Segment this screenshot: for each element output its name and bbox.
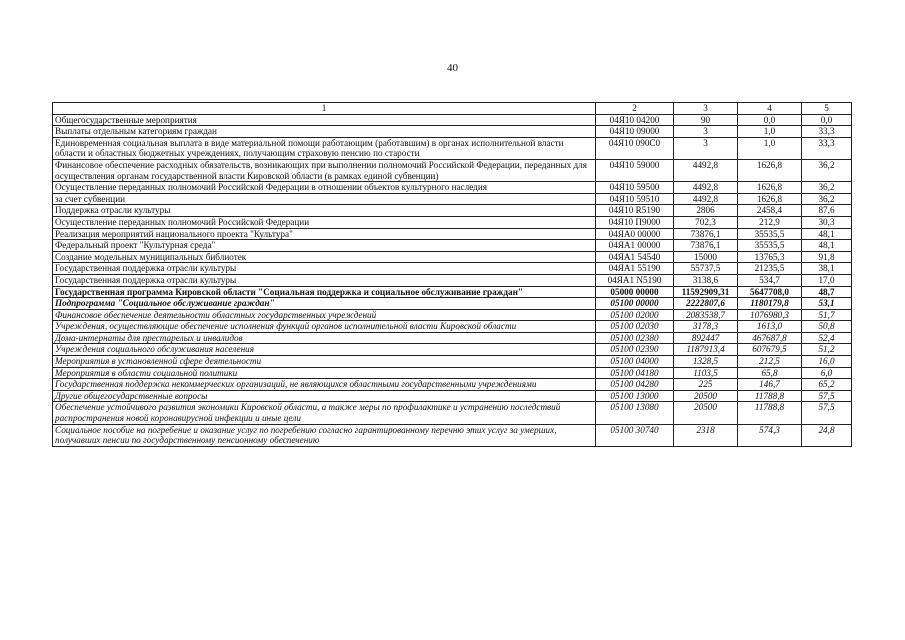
row-name-cell: Финансовое обеспечение расходных обязательств, возникающих при выполнении полномочий Российской Федерации, переданных для осуществления органам государственной власти Кировской области (в рамках единой субвенции): [53, 159, 596, 181]
row-percent-cell: 33,3: [802, 126, 852, 138]
row-percent-cell: 6,0: [802, 367, 852, 379]
table-row: [53, 205, 852, 217]
row-plan-value-cell: 20500: [674, 402, 738, 424]
row-plan-value-cell: 225: [674, 379, 738, 391]
row-actual-value-cell: 21235,5: [738, 263, 802, 275]
row-actual-value-cell: 35535,5: [738, 240, 802, 252]
row-code-cell: 04Я10 П9000: [596, 216, 674, 228]
row-percent-cell: 48,7: [802, 286, 852, 298]
row-plan-value-cell: 892447: [674, 332, 738, 344]
row-actual-value-cell: 534,7: [738, 274, 802, 286]
row-code-cell: 04Я10 04200: [596, 114, 674, 126]
row-name-cell: Государственная поддержка отрасли культуры: [53, 274, 596, 286]
row-actual-value-cell: 574,3: [738, 424, 802, 446]
row-actual-value-cell: 1626,8: [738, 159, 802, 181]
row-code-cell: 04Я10 59000: [596, 159, 674, 181]
row-name-cell: Учреждения, осуществляющие обеспечение исполнения функций органов исполнительной власти Кировской области: [53, 321, 596, 333]
table-row: [53, 356, 852, 368]
row-name-cell: Осуществление переданных полномочий Российской Федерации: [53, 216, 596, 228]
row-actual-value-cell: 1076980,3: [738, 309, 802, 321]
table-row: [53, 390, 852, 402]
table-row: [53, 251, 852, 263]
row-name-cell: Осуществление переданных полномочий Российской Федерации в отношении объектов культурного наследия: [53, 182, 596, 194]
row-percent-cell: 51,2: [802, 344, 852, 356]
row-plan-value-cell: 15000: [674, 251, 738, 263]
column-number-header: 3: [674, 103, 738, 115]
row-code-cell: 04Я10 R5190: [596, 205, 674, 217]
table-row: [53, 126, 852, 138]
row-actual-value-cell: 1,0: [738, 137, 802, 159]
row-percent-cell: 52,4: [802, 332, 852, 344]
row-percent-cell: 17,0: [802, 274, 852, 286]
row-code-cell: 05100 04280: [596, 379, 674, 391]
row-code-cell: 04Я10 59510: [596, 193, 674, 205]
row-percent-cell: 91,8: [802, 251, 852, 263]
table-row: [53, 286, 852, 298]
row-plan-value-cell: 73876,1: [674, 240, 738, 252]
row-percent-cell: 87,6: [802, 205, 852, 217]
row-actual-value-cell: 1,0: [738, 126, 802, 138]
row-percent-cell: 36,2: [802, 159, 852, 181]
row-actual-value-cell: 212,9: [738, 216, 802, 228]
page-number: 40: [447, 62, 458, 74]
table-row: [53, 263, 852, 275]
table-row: [53, 137, 852, 159]
row-code-cell: 04ЯА0 00000: [596, 228, 674, 240]
row-percent-cell: 38,1: [802, 263, 852, 275]
table-row: [53, 159, 852, 181]
table-row: [53, 402, 852, 424]
row-name-cell: Общегосударственные мероприятия: [53, 114, 596, 126]
column-number-header: 5: [802, 103, 852, 115]
budget-table-body: [53, 103, 852, 447]
row-percent-cell: 30,3: [802, 216, 852, 228]
column-number-header: 1: [53, 103, 596, 115]
table-row: [53, 182, 852, 194]
row-code-cell: 05100 04000: [596, 356, 674, 368]
table-row: [53, 114, 852, 126]
column-number-header: 4: [738, 103, 802, 115]
row-actual-value-cell: 212,5: [738, 356, 802, 368]
row-actual-value-cell: 35535,5: [738, 228, 802, 240]
row-percent-cell: 0,0: [802, 114, 852, 126]
row-actual-value-cell: 467687,8: [738, 332, 802, 344]
table-row: [53, 274, 852, 286]
row-actual-value-cell: 13765,3: [738, 251, 802, 263]
row-plan-value-cell: 2083538,7: [674, 309, 738, 321]
row-code-cell: 04Я10 09000: [596, 126, 674, 138]
row-name-cell: Создание модельных муниципальных библиотек: [53, 251, 596, 263]
row-code-cell: 04ЯА1 N5190: [596, 274, 674, 286]
row-name-cell: Социальное пособие на погребение и оказание услуг по погребению согласно гарантированному перечню этих услуг за умерших, получавших пенсии по государственному пенсионному обеспечению: [53, 424, 596, 446]
table-row: [53, 216, 852, 228]
row-name-cell: Обеспечение устойчивого развития экономики Кировской области, а также меры по профилактике и устранению последствий распространения новой коронавирусной инфекции и иные цели: [53, 402, 596, 424]
row-plan-value-cell: 2806: [674, 205, 738, 217]
column-number-header: 2: [596, 103, 674, 115]
row-actual-value-cell: 11788,8: [738, 402, 802, 424]
row-actual-value-cell: 146,7: [738, 379, 802, 391]
row-name-cell: Мероприятия в установленной сфере деятельности: [53, 356, 596, 368]
row-percent-cell: 48,1: [802, 240, 852, 252]
row-actual-value-cell: 1613,0: [738, 321, 802, 333]
table-row: [53, 424, 852, 446]
row-percent-cell: 53,1: [802, 298, 852, 310]
row-actual-value-cell: 1626,8: [738, 193, 802, 205]
row-name-cell: Государственная поддержка некоммерческих организаций, не являющихся областными государственными учреждениями: [53, 379, 596, 391]
row-percent-cell: 65,2: [802, 379, 852, 391]
row-plan-value-cell: 1328,5: [674, 356, 738, 368]
table-row: [53, 332, 852, 344]
row-percent-cell: 36,2: [802, 193, 852, 205]
row-name-cell: Федеральный проект "Культурная среда": [53, 240, 596, 252]
row-code-cell: 05100 13080: [596, 402, 674, 424]
row-percent-cell: 16,0: [802, 356, 852, 368]
table-row: [53, 344, 852, 356]
row-code-cell: 05100 02030: [596, 321, 674, 333]
row-actual-value-cell: 65,8: [738, 367, 802, 379]
row-name-cell: Подпрограмма "Социальное обслуживание граждан": [53, 298, 596, 310]
row-plan-value-cell: 3: [674, 137, 738, 159]
row-name-cell: Выплаты отдельным категориям граждан: [53, 126, 596, 138]
row-actual-value-cell: 5647708,0: [738, 286, 802, 298]
row-percent-cell: 36,2: [802, 182, 852, 194]
row-name-cell: Мероприятия в области социальной политики: [53, 367, 596, 379]
row-code-cell: 04ЯА1 54540: [596, 251, 674, 263]
row-actual-value-cell: 11788,8: [738, 390, 802, 402]
row-plan-value-cell: 1187913,4: [674, 344, 738, 356]
row-code-cell: 04ЯА1 00000: [596, 240, 674, 252]
row-code-cell: 05100 02380: [596, 332, 674, 344]
table-row: [53, 193, 852, 205]
row-plan-value-cell: 2222807,6: [674, 298, 738, 310]
row-percent-cell: 51,7: [802, 309, 852, 321]
row-actual-value-cell: 607679,5: [738, 344, 802, 356]
row-code-cell: 04Я10 59500: [596, 182, 674, 194]
row-plan-value-cell: 2318: [674, 424, 738, 446]
row-code-cell: 05100 00000: [596, 298, 674, 310]
row-plan-value-cell: 20500: [674, 390, 738, 402]
row-plan-value-cell: 1103,5: [674, 367, 738, 379]
row-name-cell: Единовременная социальная выплата в виде материальной помощи работающим (работавшим) в органах исполнительной власти области и областных бюджетных учреждениях, получающим страховую пенсию по старости: [53, 137, 596, 159]
row-percent-cell: 50,8: [802, 321, 852, 333]
row-code-cell: 04Я10 090С0: [596, 137, 674, 159]
table-row: [53, 298, 852, 310]
row-code-cell: 05100 13000: [596, 390, 674, 402]
row-percent-cell: 24,8: [802, 424, 852, 446]
row-plan-value-cell: 3138,6: [674, 274, 738, 286]
row-name-cell: Государственная программа Кировской области "Социальная поддержка и социальное обслуживание граждан": [53, 286, 596, 298]
table-row: [53, 321, 852, 333]
table-row: [53, 379, 852, 391]
row-actual-value-cell: 0,0: [738, 114, 802, 126]
row-plan-value-cell: 4492,8: [674, 193, 738, 205]
row-percent-cell: 57,5: [802, 402, 852, 424]
row-code-cell: 05000 00000: [596, 286, 674, 298]
row-plan-value-cell: 11592909,31: [674, 286, 738, 298]
row-name-cell: Финансовое обеспечение деятельности областных государственных учреждений: [53, 309, 596, 321]
row-code-cell: 05100 02390: [596, 344, 674, 356]
row-code-cell: 04ЯА1 55190: [596, 263, 674, 275]
row-percent-cell: 48,1: [802, 228, 852, 240]
row-plan-value-cell: 702,3: [674, 216, 738, 228]
row-name-cell: Учреждения социального обслуживания населения: [53, 344, 596, 356]
table-row: [53, 367, 852, 379]
row-name-cell: Дома-интернаты для престарелых и инвалидов: [53, 332, 596, 344]
row-code-cell: 05100 02000: [596, 309, 674, 321]
row-plan-value-cell: 4492,8: [674, 159, 738, 181]
budget-table: [52, 102, 852, 447]
row-actual-value-cell: 1180179,8: [738, 298, 802, 310]
row-percent-cell: 33,3: [802, 137, 852, 159]
row-code-cell: 05100 04180: [596, 367, 674, 379]
row-actual-value-cell: 1626,8: [738, 182, 802, 194]
row-plan-value-cell: 55737,5: [674, 263, 738, 275]
table-row: [53, 228, 852, 240]
row-name-cell: Другие общегосударственные вопросы: [53, 390, 596, 402]
table-row: [53, 240, 852, 252]
row-plan-value-cell: 3178,3: [674, 321, 738, 333]
row-actual-value-cell: 2458,4: [738, 205, 802, 217]
row-plan-value-cell: 73876,1: [674, 228, 738, 240]
row-name-cell: Государственная поддержка отрасли культуры: [53, 263, 596, 275]
row-name-cell: за счет субвенции: [53, 193, 596, 205]
row-plan-value-cell: 3: [674, 126, 738, 138]
row-name-cell: Реализация мероприятий национального проекта "Культура": [53, 228, 596, 240]
column-number-header-row: [53, 103, 852, 115]
row-code-cell: 05100 30740: [596, 424, 674, 446]
row-percent-cell: 57,5: [802, 390, 852, 402]
row-plan-value-cell: 90: [674, 114, 738, 126]
row-plan-value-cell: 4492,8: [674, 182, 738, 194]
table-row: [53, 309, 852, 321]
row-name-cell: Поддержка отрасли культуры: [53, 205, 596, 217]
